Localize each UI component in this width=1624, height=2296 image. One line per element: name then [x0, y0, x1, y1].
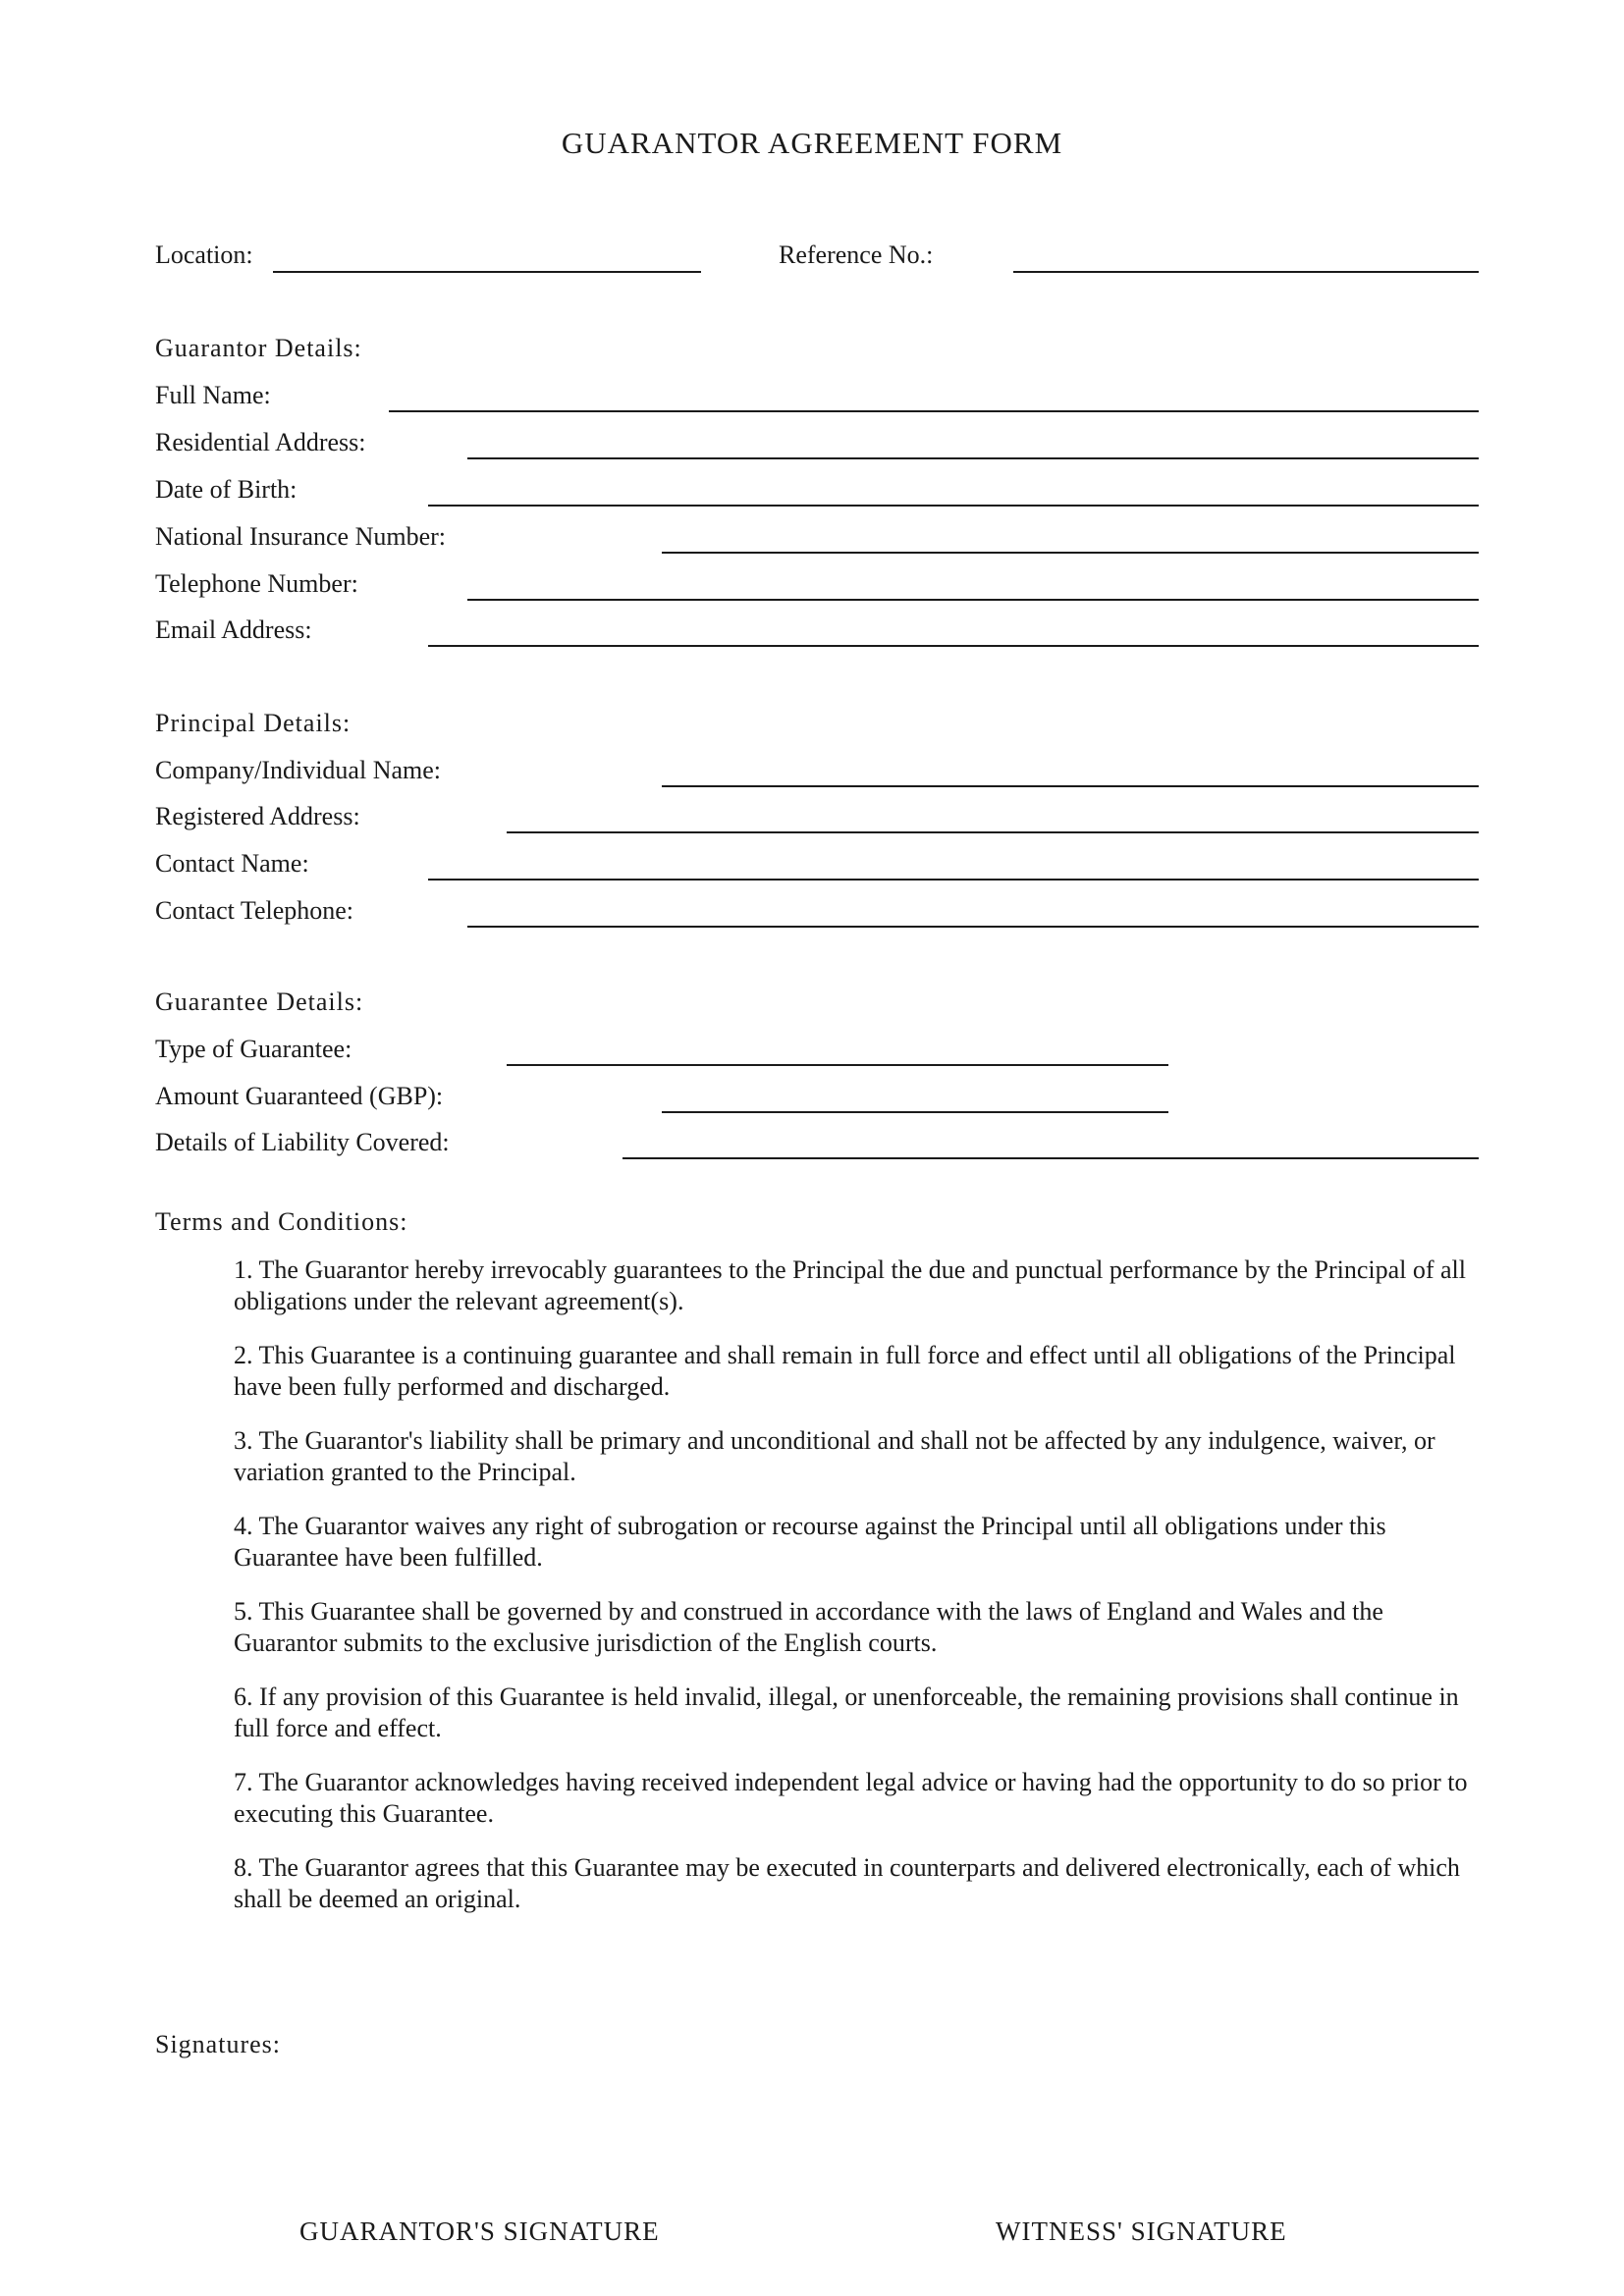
email-address-field[interactable] — [428, 645, 1479, 647]
contact-telephone-label: Contact Telephone: — [155, 896, 354, 925]
date-of-birth-label: Date of Birth: — [155, 475, 298, 504]
signatures-heading: Signatures: — [155, 2030, 281, 2058]
email-address-label: Email Address: — [155, 615, 312, 644]
principal-details-heading: Principal Details: — [155, 709, 352, 737]
contact-name-field[interactable] — [428, 879, 1479, 881]
liability-details-label: Details of Liability Covered: — [155, 1128, 450, 1156]
national-insurance-field[interactable] — [662, 552, 1479, 554]
term-item: 3. The Guarantor's liability shall be primary and unconditional and shall not be affected by any indulgence, waiver, or variation granted to the Principal. — [234, 1426, 1435, 1486]
term-item: 2. This Guarantee is a continuing guarantee and shall remain in full force and effect until all obligations of the Principal have been fully performed and discharged. — [234, 1341, 1456, 1401]
reference-field[interactable] — [1013, 271, 1479, 273]
location-field[interactable] — [273, 271, 701, 273]
reference-label: Reference No.: — [779, 240, 934, 269]
page-title: GUARANTOR AGREEMENT FORM — [561, 126, 1063, 160]
term-item: 7. The Guarantor acknowledges having received independent legal advice or having had the opportunity to do so prior to executing this Guarantee. — [234, 1768, 1468, 1828]
guarantor-details-heading: Guarantor Details: — [155, 334, 362, 362]
contact-name-label: Contact Name: — [155, 849, 309, 878]
company-name-label: Company/Individual Name: — [155, 756, 442, 784]
telephone-number-field[interactable] — [467, 599, 1479, 601]
residential-address-label: Residential Address: — [155, 428, 366, 456]
registered-address-field[interactable] — [507, 831, 1479, 833]
date-of-birth-field[interactable] — [428, 505, 1479, 507]
terms-heading: Terms and Conditions: — [155, 1207, 408, 1236]
full-name-label: Full Name: — [155, 381, 271, 409]
residential-address-field[interactable] — [467, 457, 1479, 459]
guarantor-signature-label: GUARANTOR'S SIGNATURE — [299, 2216, 660, 2246]
type-of-guarantee-label: Type of Guarantee: — [155, 1035, 352, 1063]
full-name-field[interactable] — [389, 410, 1479, 412]
term-item: 5. This Guarantee shall be governed by and construed in accordance with the laws of England and Wales and the Guarantor submits to the exclusive jurisdiction of the English courts. — [234, 1597, 1383, 1657]
contact-telephone-field[interactable] — [467, 926, 1479, 928]
term-item: 1. The Guarantor hereby irrevocably guarantees to the Principal the due and punctual performance by the Principal of all obligations under the relevant agreement(s). — [234, 1255, 1466, 1315]
registered-address-label: Registered Address: — [155, 802, 360, 830]
location-label: Location: — [155, 240, 253, 269]
type-of-guarantee-field[interactable] — [507, 1064, 1168, 1066]
term-item: 8. The Guarantor agrees that this Guarantee may be executed in counterparts and delivered electronically, each of which shall be deemed an original. — [234, 1853, 1460, 1913]
company-name-field[interactable] — [662, 785, 1479, 787]
term-item: 6. If any provision of this Guarantee is held invalid, illegal, or unenforceable, the remaining provisions shall continue in full force and effect. — [234, 1682, 1459, 1742]
witness-signature-area[interactable] — [943, 2081, 1355, 2209]
term-item: 4. The Guarantor waives any right of subrogation or recourse against the Principal until all obligations under this Guarantee have been fulfilled. — [234, 1512, 1386, 1572]
telephone-number-label: Telephone Number: — [155, 569, 358, 598]
amount-guaranteed-label: Amount Guaranteed (GBP): — [155, 1082, 444, 1110]
liability-details-field[interactable] — [623, 1157, 1479, 1159]
guarantee-details-heading: Guarantee Details: — [155, 988, 364, 1016]
amount-guaranteed-field[interactable] — [662, 1111, 1168, 1113]
national-insurance-label: National Insurance Number: — [155, 522, 447, 551]
terms-list — [234, 1255, 1486, 1938]
guarantor-signature-area[interactable] — [245, 2081, 727, 2209]
witness-signature-label: WITNESS' SIGNATURE — [996, 2216, 1287, 2246]
